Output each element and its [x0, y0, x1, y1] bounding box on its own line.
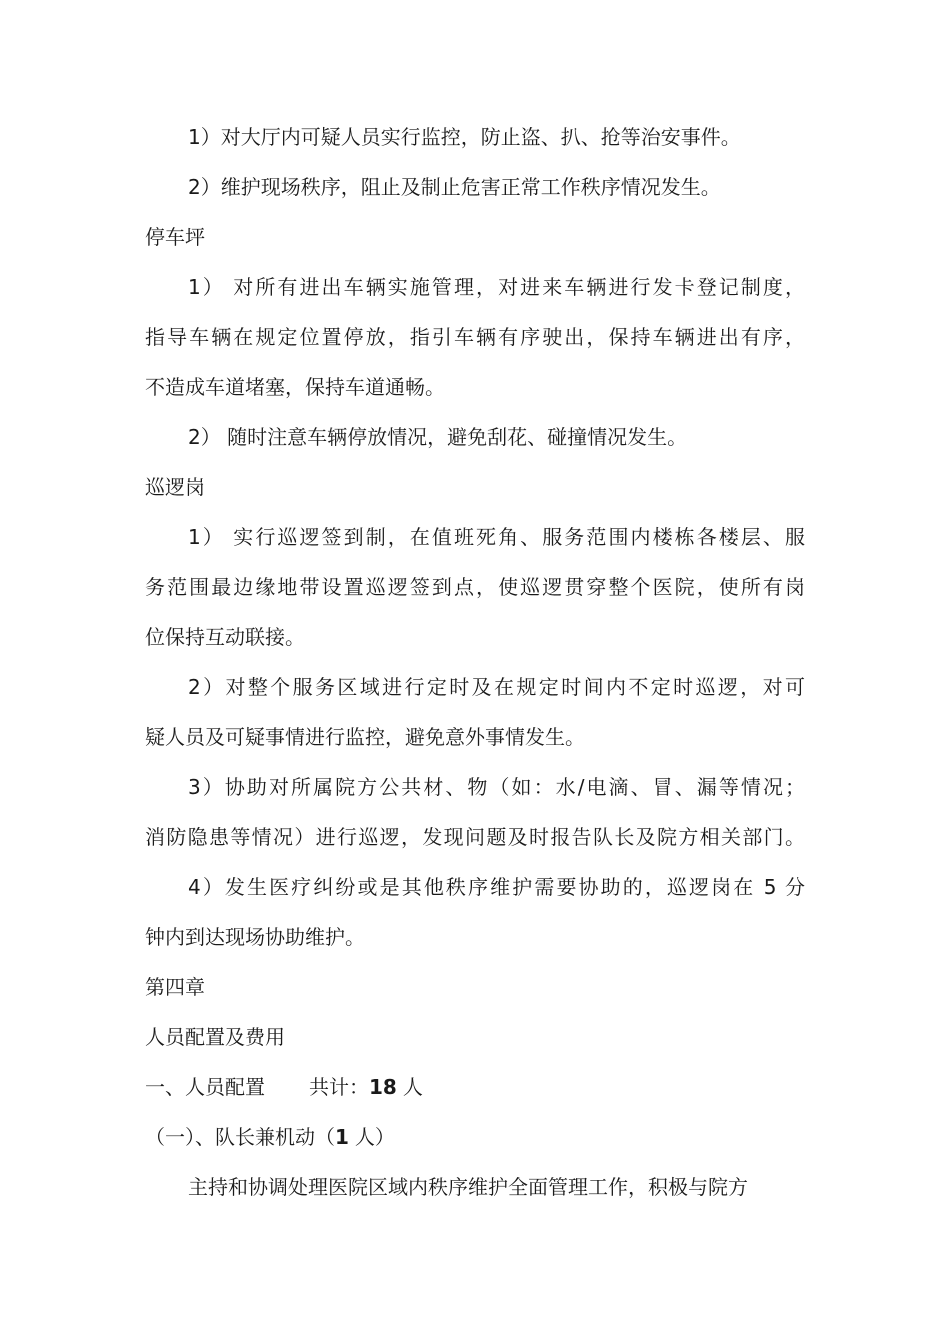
paragraph-line: 钟内到达现场协助维护。 — [145, 925, 365, 949]
paragraph-line: 2）对整个服务区域进行定时及在规定时间内不定时巡逻，对可 — [188, 675, 805, 699]
total-label: 共计： — [309, 1075, 369, 1099]
paragraph-line: 指导车辆在规定位置停放，指引车辆有序驶出，保持车辆进出有序， — [145, 325, 805, 349]
paragraph-line: 务范围最边缘地带设置巡逻签到点，使巡逻贯穿整个医院，使所有岗 — [145, 575, 805, 599]
paragraph-line: 位保持互动联接。 — [145, 625, 305, 649]
paragraph-line: 1）对大厅内可疑人员实行监控，防止盗、扒、抢等治安事件。 — [188, 125, 741, 149]
paragraph-line: 疑人员及可疑事情进行监控，避免意外事情发生。 — [145, 725, 585, 749]
subsection-label: （一）、队长兼机动（ — [145, 1125, 335, 1149]
total-unit: 人 — [402, 1075, 423, 1099]
paragraph-line: 2） 随时注意车辆停放情况，避免刮花、碰撞情况发生。 — [188, 425, 688, 449]
subsection-heading — [145, 1122, 805, 1152]
total-count: 18 — [369, 1075, 397, 1099]
paragraph-line: 消防隐患等情况）进行巡逻，发现问题及时报告队长及院方相关部门。 — [145, 825, 805, 849]
section-heading: 巡逻岗 — [145, 475, 205, 499]
paragraph-line: 不造成车道堵塞，保持车道通畅。 — [145, 375, 445, 399]
paragraph-line: 1） 实行巡逻签到制，在值班死角、服务范围内楼栋各楼层、服 — [188, 525, 805, 549]
paragraph-line: 主持和协调处理医院区域内秩序维护全面管理工作，积极与院方 — [188, 1175, 748, 1199]
paragraph-line: 2）维护现场秩序，阻止及制止危害正常工作秩序情况发生。 — [188, 175, 721, 199]
staffing-heading — [145, 1072, 805, 1102]
paragraph-line: 4）发生医疗纠纷或是其他秩序维护需要协助的，巡逻岗在 5 分 — [188, 875, 805, 899]
subsection-count: 1 — [335, 1125, 349, 1149]
staffing-label: 一、人员配置 — [145, 1075, 265, 1099]
chapter-heading: 第四章 — [145, 975, 205, 999]
paragraph-line: 3）协助对所属院方公共材、物（如：水/电滴、冒、漏等情况； — [188, 775, 805, 799]
subsection-unit: 人） — [354, 1125, 395, 1149]
chapter-title: 人员配置及费用 — [145, 1025, 285, 1049]
section-heading: 停车坪 — [145, 225, 205, 249]
paragraph-line: 1） 对所有进出车辆实施管理，对进来车辆进行发卡登记制度， — [188, 275, 805, 299]
